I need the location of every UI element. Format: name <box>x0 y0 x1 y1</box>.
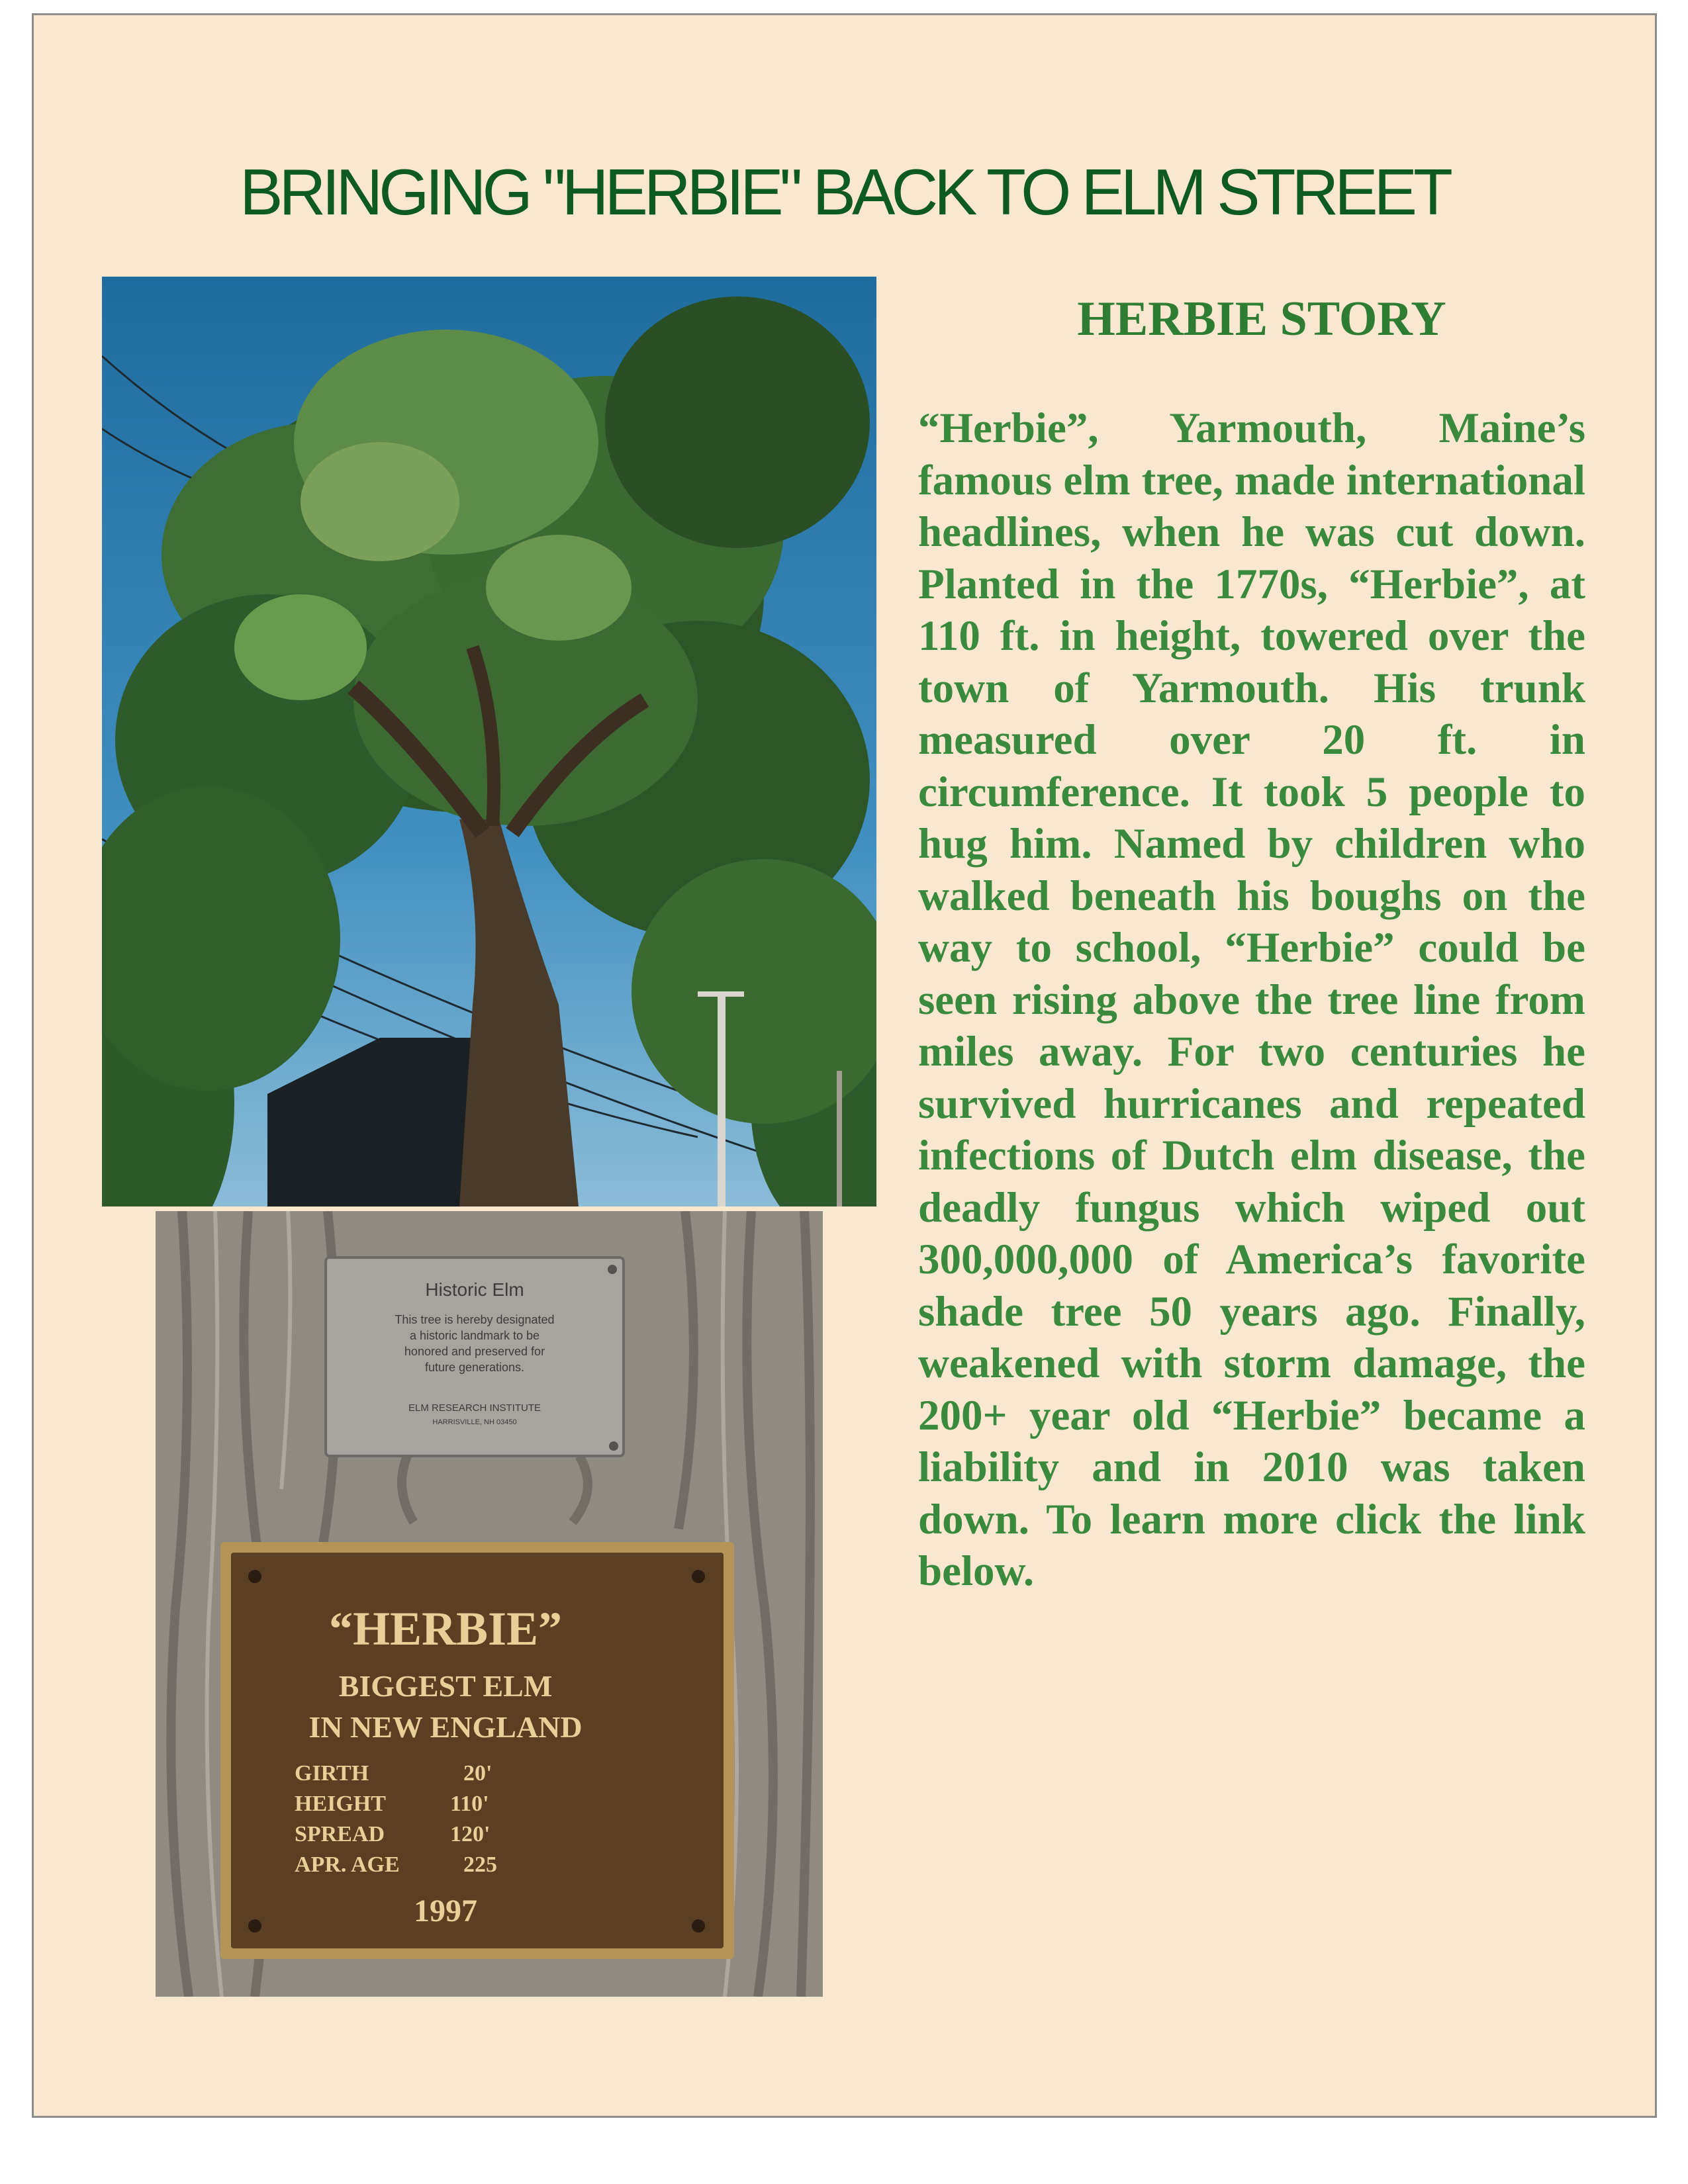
elm-tree-photo <box>102 277 876 1206</box>
plaque-stat-value: 225 <box>463 1852 497 1877</box>
historic-elm-plaque-title: Historic Elm <box>425 1279 524 1300</box>
elm-tree-illustration <box>102 277 876 1206</box>
historic-elm-plaque <box>326 1257 624 1456</box>
historic-elm-plaque-line: This tree is hereby designated <box>395 1313 555 1326</box>
bark-with-plaques <box>156 1211 823 1997</box>
plaque-line-2: IN NEW ENGLAND <box>308 1710 583 1744</box>
plaque-stat-label: GIRTH <box>295 1761 369 1786</box>
plaque-stat-value: 120' <box>450 1822 491 1846</box>
story-body: “Herbie”, Yarmouth, Maine’s famous elm tree, made international headlines, when he was cut down. Planted in the 1770s, “Herbie”, at 110 ft. in height, towered over the town of Yarmouth. His trunk measured over 20 ft. in circumference. It took 5 people to hug him. Named by children who walked beneath his boughs on the way to school, “Herbie” could be seen rising above the tree line from miles away. For two centuries he survived hurricanes and repeated infections of Dutch elm disease, the deadly fungus which wiped out 300,000,000 of America’s favorite shade tree 50 years ago. Finally, weakened with storm damage, the 200+ year old “Herbie” became a liability and in 2010 was taken down. To learn more click the link below. <box>918 404 1585 1595</box>
plaques-photo <box>156 1211 823 1997</box>
historic-elm-plaque-line: honored and preserved for <box>404 1345 545 1358</box>
historic-elm-plaque-line: a historic landmark to be <box>409 1329 540 1342</box>
page-title: BRINGING "HERBIE" BACK TO ELM STREET <box>240 156 1449 228</box>
herbie-bronze-plaque <box>220 1542 734 1959</box>
plaque-name: “HERBIE” <box>328 1602 563 1655</box>
plaque-line-1: BIGGEST ELM <box>338 1669 553 1703</box>
plaque-stat-value: 110' <box>450 1792 489 1816</box>
historic-elm-plaque-org: ELM RESEARCH INSTITUTE <box>408 1402 541 1414</box>
story-heading: HERBIE STORY <box>1077 292 1446 346</box>
historic-elm-plaque-line: future generations. <box>424 1361 525 1374</box>
historic-elm-plaque-address: HARRISVILLE, NH 03450 <box>432 1418 517 1426</box>
page <box>32 13 1657 2118</box>
plaque-stat-label: HEIGHT <box>295 1792 386 1816</box>
plaque-year: 1997 <box>414 1893 477 1929</box>
plaque-stat-label: SPREAD <box>295 1822 385 1846</box>
plaque-stat-label: APR. AGE <box>295 1852 400 1877</box>
plaque-stat-value: 20' <box>463 1761 492 1786</box>
